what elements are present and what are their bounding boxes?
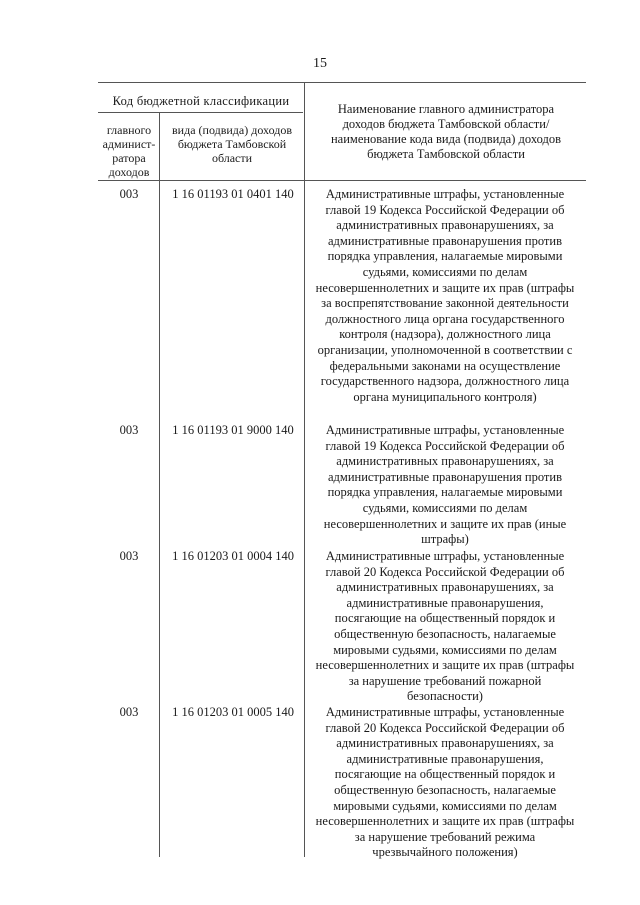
page-number: 15: [313, 56, 327, 71]
header-column-kbk: вида (подвида) доходов бюджета Тамбовской области: [172, 123, 292, 165]
row-kbk-code: 1 16 01193 01 9000 140: [172, 423, 294, 437]
header-column-name: Наименование главного администратора доходов бюджета Тамбовской области/наименование кода вида (подвида) доходов бюджета Тамбовской области: [330, 102, 561, 161]
row-admin-code: 003: [119, 705, 139, 719]
header-column-admin: главного админист-ратора доходов: [102, 123, 156, 179]
row-admin-code: 003: [119, 423, 139, 437]
column-divider-admin: [159, 112, 160, 857]
row-admin-code: 003: [119, 549, 139, 563]
row-admin-code: 003: [119, 187, 139, 201]
row-name: Административные штрафы, установленные главой 19 Кодекса Российской Федерации об административных правонарушениях, за административные правонарушения против порядка управления, налагаемые мировыми судьями, комиссиями по делам несовершеннолетних и защите их прав (штрафы за воспрепятствование законной деятельности должностного лица органа государственного контроля (надзора), должностного лица организации, уполномоченной в соответствии с федеральными законами на осуществление государственного надзора, должностного лица органа муниципального контроля): [315, 187, 575, 404]
row-name: Административные штрафы, установленные главой 20 Кодекса Российской Федерации об административных правонарушениях, за административные правонарушения, посягающие на общественный порядок и общественную безопасность, налагаемые мировыми судьями, комиссиями по делам несовершеннолетних и защите их прав (штрафы за нарушение требований режима чрезвычайного положения): [315, 705, 575, 860]
header-group-title: Код бюджетной классификации: [112, 94, 290, 108]
row-kbk-code: 1 16 01193 01 0401 140: [172, 187, 294, 201]
row-kbk-code: 1 16 01203 01 0004 140: [172, 549, 294, 563]
column-divider-name: [304, 82, 305, 857]
row-name: Административные штрафы, установленные главой 19 Кодекса Российской Федерации об административных правонарушениях, за административные правонарушения против порядка управления, налагаемые мировыми судьями, комиссиями по делам несовершеннолетних и защите их прав (иные штрафы): [323, 423, 567, 547]
row-name: Административные штрафы, установленные главой 20 Кодекса Российской Федерации об административных правонарушениях, за административные правонарушения, посягающие на общественный порядок и общественную безопасность, налагаемые мировыми судьями, комиссиями по делам несовершеннолетних и защите их прав (штрафы за нарушение требований пожарной безопасности): [315, 549, 575, 704]
row-kbk-code: 1 16 01203 01 0005 140: [172, 705, 294, 719]
header-group-divider: [98, 112, 303, 113]
table-top-border: [98, 82, 586, 83]
header-bottom-border: [98, 180, 586, 181]
